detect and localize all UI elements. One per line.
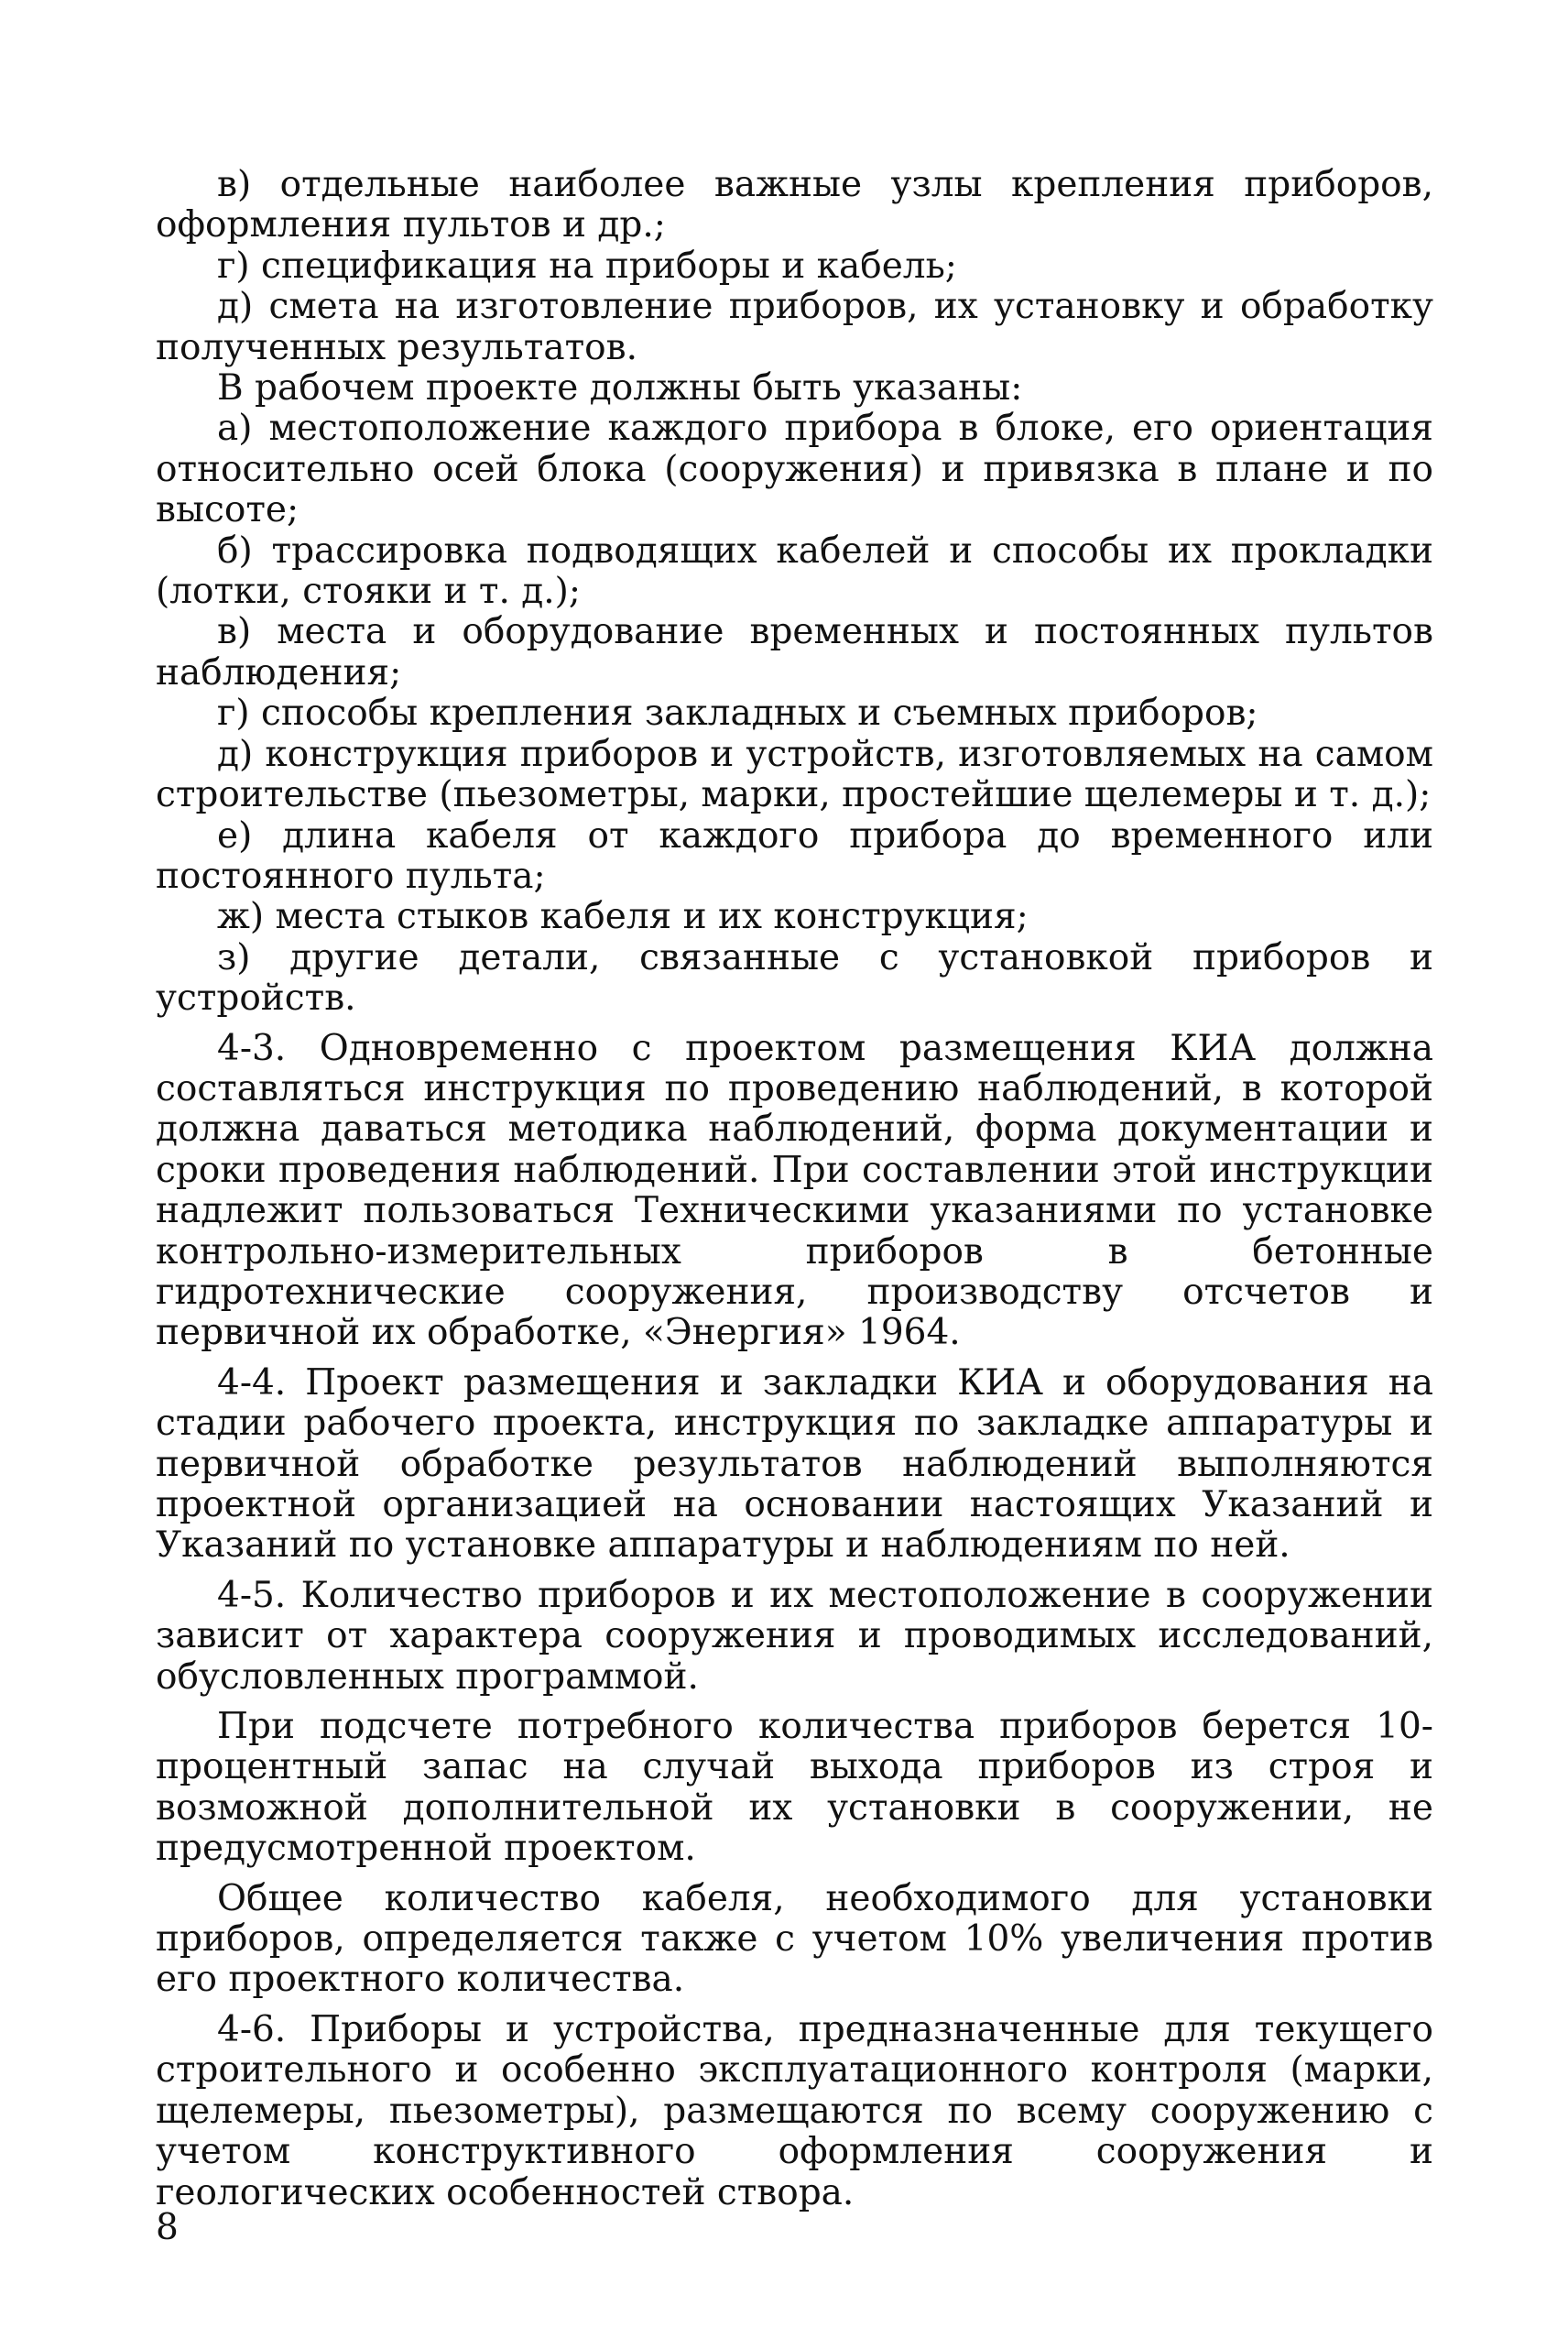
paragraph-item-g-specification: г) спецификация на приборы и кабель; (217, 245, 957, 287)
paragraph-item-zh-cable-joints: ж) места стыков кабеля и их конструкция; (217, 896, 1029, 938)
paragraph-item-d-construction: д) конструкция приборов и устройств, изготовляемых на самом строительстве (пьезометры, марки, простейшие щелемеры и т. д.); (156, 733, 1433, 816)
paragraph-item-a-location: а) местоположение каждого прибора в блоке, его ориентация относительно осей блока (сооружения) и привязка в плане и по высоте; (156, 408, 1433, 531)
paragraph-section-4-5: 4-5. Количество приборов и их местоположение в сооружении зависит от характера сооружения и проводимых исследований, обусловленных программой. (156, 1574, 1433, 1698)
paragraph-item-e-cable-length: е) длина кабеля от каждого прибора до временного или постоянного пульта; (156, 814, 1433, 897)
paragraph-item-d-estimate: д) смета на изготовление приборов, их установку и обработку полученных результатов. (156, 286, 1433, 368)
page-body (156, 165, 1433, 2213)
paragraph-section-4-6: 4-6. Приборы и устройства, предназначенные для текущего строительного и особенно эксплуатационного контроля (марки, щелемеры, пьезометры), размещаются по всему сооружению с учетом конструктивного оформления сооружения и геологических особенностей створа. (156, 2008, 1433, 2213)
paragraph-item-g-fastening: г) способы крепления закладных и съемных приборов; (217, 693, 1258, 735)
paragraph-cable-quantity: Общее количество кабеля, необходимого для установки приборов, определяется также с учетом 10% увеличения против его проектного количества. (156, 1877, 1433, 2001)
paragraph-item-v-consoles: в) места и оборудование временных и постоянных пультов наблюдения; (156, 611, 1433, 694)
paragraph-working-project-intro: В рабочем проекте должны быть указаны: (217, 367, 1023, 410)
paragraph-item-z-other-details: з) другие детали, связанные с установкой приборов и устройств. (156, 936, 1433, 1020)
paragraph-section-4-3: 4-3. Одновременно с проектом размещения КИА должна составляться инструкция по проведению наблюдений, в которой должна даваться методика наблюдений, форма документации и сроки проведения наблюдений. При составлении этой инструкции надлежит пользоваться Техническими указаниями по установке контрольно-измерительных приборов в бетонные гидротехнические сооружения, производству отсчетов и первичной их обработке, «Энергия» 1964. (156, 1027, 1433, 1354)
paragraph-item-v-mounting-nodes: в) отдельные наиболее важные узлы крепления приборов, оформления пультов и др.; (156, 164, 1433, 246)
paragraph-reserve-instruments: При подсчете потребного количества приборов берется 10-процентный запас на случай выхода приборов из строя и возможной дополнительной их установки в сооружении, не предусмотренной проектом. (156, 1706, 1433, 1870)
paragraph-item-b-cable-routing: б) трассировка подводящих кабелей и способы их прокладки (лотки, стояки и т. д.); (156, 530, 1433, 613)
paragraph-section-4-4: 4-4. Проект размещения и закладки КИА и оборудования на стадии рабочего проекта, инструкция по закладке аппаратуры и первичной обработке результатов наблюдений выполняются проектной организацией на основании настоящих Указаний и Указаний по установке аппаратуры и наблюдениям по ней. (156, 1361, 1433, 1567)
page-number: 8 (156, 2207, 179, 2248)
